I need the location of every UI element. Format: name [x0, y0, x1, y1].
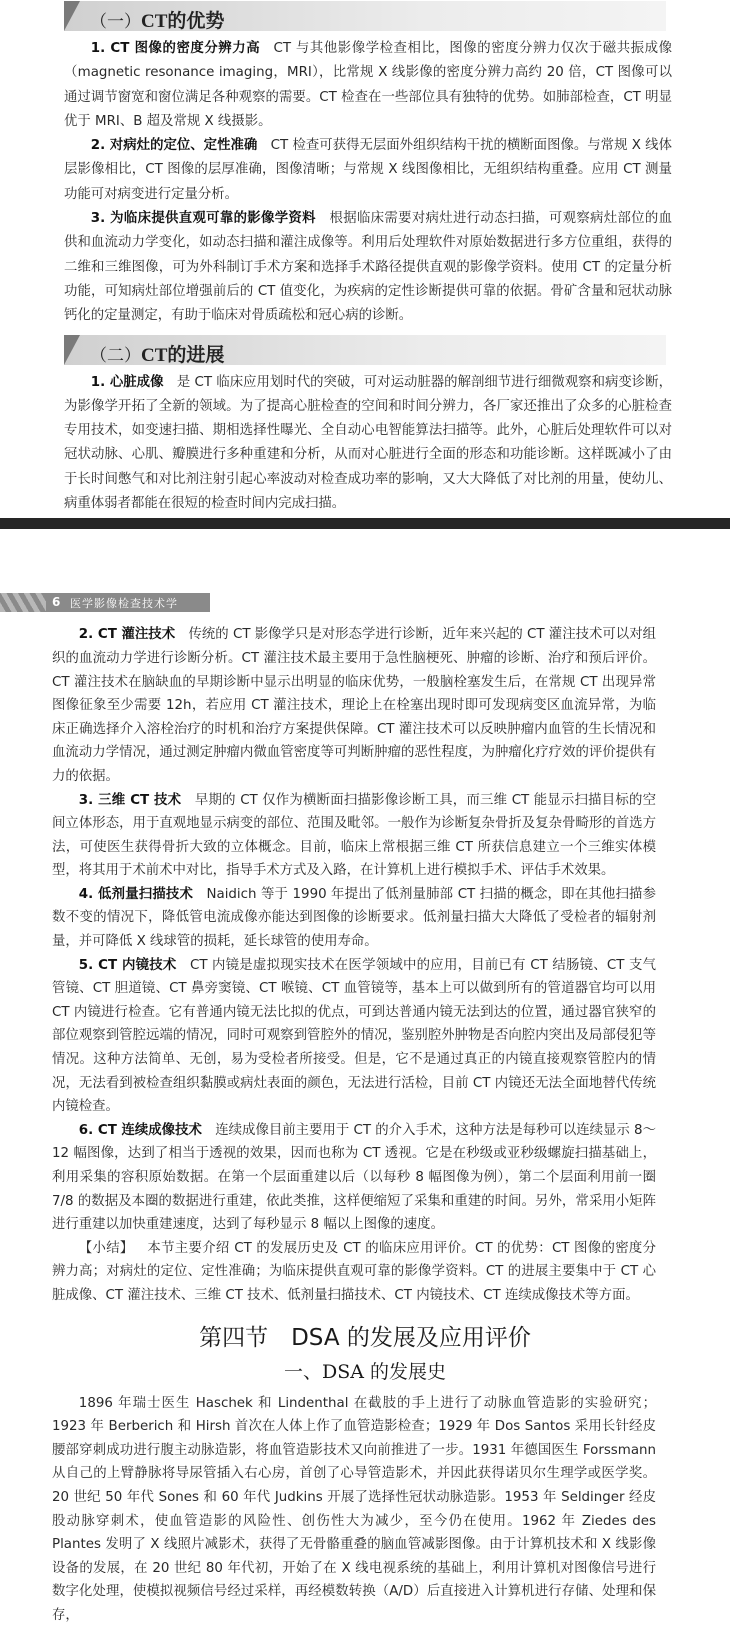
page-number: 6: [52, 595, 61, 610]
chapter-title: 第四节 DSA 的发展及应用评价: [199, 1324, 531, 1351]
summary-paragraph: [52, 1237, 656, 1308]
dsa-history-body: [52, 1392, 656, 1628]
section-heading-ct-progress: [64, 335, 666, 365]
paragraph-text: 是 CT 临床应用划时代的突破，可对运动脏器的解剖细节进行细微观察和病变诊断，为影像学开拓了全新的领域。为了提高心脏检查的空间和时间分辨力，各厂家还推出了众多的心脏检查专用技术，如变速扫描、期相选择性曝光、全自动心电智能算法扫描等。此外，心脏后处理软件可以对冠状动脉、心肌、瓣膜进行多种重建和分析，从而对心脏进行全面的形态和功能诊断。这样既减小了由于长时间憋气和对比剂注射引起心率波动对检查成功率的影响，又大大降低了对比剂的用量，使幼儿、病重体弱者都能在很短的检查时间内完成扫描。: [64, 374, 672, 512]
section2-body: [64, 371, 672, 517]
page2-body: [52, 623, 656, 1307]
paragraph: 1896 年瑞士医生 Haschek 和 Lindenthal 在截肢的手上进行了动脉血管造影的实验研究；1923 年 Berberich 和 Hirsh 首次在人体上作了血管造影检查；1929 年 Dos Santos 采用长针经皮腰部穿刺成功进行腹主动脉造影，将血管造影技术又向前推进了一步。1931 年德国医生 Forssmann 从自己的上臂静脉将导尿管插入右心房，首创了心导管造影术，并因此获得诺贝尔生理学或医学奖。20 世纪 50 年代 Sones 和 60 年代 Judkins 开展了选择性冠状动脉造影。1953 年 Seldinger 经皮股动脉穿刺术，使血管造影的风险性、创伤性大为减少，至今仍在使用。1962 年 Ziedes des Plantes 发明了 X 线照片减影术，获得了无骨骼重叠的脑血管减影图像。由于计算机技术和 X 线影像设备的发展，在 20 世纪 80 年代初，开始了在 X 线电视系统的基础上，利用计算机对图像信号进行数字化处理，使模拟视频信号经过采样，再经模数转换（A/D）后直接进入计算机进行存储、处理和保存，: [52, 1395, 656, 1623]
section-label: CT的优势: [141, 11, 225, 32]
section-prefix: （一）: [90, 12, 141, 32]
book-title: 医学影像检查技术学: [70, 597, 178, 611]
paragraph: [52, 954, 656, 1119]
paragraph-text: 传统的 CT 影像学只是对形态学进行诊断，近年来兴起的 CT 灌注技术可以对组织的血流动力学进行诊断分析。CT 灌注技术最主要用于急性脑梗死、肿瘤的诊断、治疗和预后评价。CT 灌注技术在脑缺血的早期诊断中显示出明显的临床优势，一般脑栓塞发生后，在常规 CT 出现异常图像征象至少需要 12h，若应用 CT 灌注技术，理论上在栓塞出现时即可发现病变区血流异常，为临床正确选择介入溶栓治疗的时机和治疗方案提供保障。CT 灌注技术可以反映肿瘤内血管的生长情况和血流动力学情况，通过测定肿瘤内微血管密度等可判断肿瘤的恶性程度，为肿瘤化疗疗效的评价提供有力的依据。: [52, 627, 656, 784]
paragraph-lead: 2. 对病灶的定位、定性准确: [90, 138, 258, 154]
paragraph-lead: 1. CT 图像的密度分辨力高: [90, 41, 261, 56]
section-label: CT的进展: [141, 344, 225, 366]
page-divider: [0, 518, 730, 529]
section-heading-ct-advantages: [64, 1, 666, 31]
paragraph-lead: 4. 低剂量扫描技术: [78, 886, 194, 902]
paragraph-text: CT 与其他影像学检查相比，图像的密度分辨力仅次于磁共振成像（magnetic resonance imaging，MRI），比常规 X 线影像的密度分辨力高约 20 倍，CT 图像可以通过调节窗宽和窗位满足各种观察的需要。CT 检查在一些部位具有独特的优势。如肺部检查，CT 明显优于 MRI、B 超及常规 X 线摄影。: [64, 41, 672, 129]
paragraph: [64, 37, 672, 134]
section1-body: [64, 37, 672, 329]
paragraph-lead: 3. 三维 CT 技术: [78, 792, 182, 808]
section-prefix: （二）: [90, 345, 141, 366]
paragraph: [64, 134, 672, 207]
paragraph: [64, 207, 672, 328]
summary-lead: 【小结】: [78, 1240, 134, 1256]
running-header: [0, 593, 210, 612]
page-one: [0, 0, 730, 516]
heading-triangle-icon: [64, 335, 80, 365]
heading-triangle-icon: [64, 1, 80, 31]
stripes-decoration-icon: [0, 593, 46, 612]
paragraph-text: CT 内镜是虚拟现实技术在医学领域中的应用，目前已有 CT 结肠镜、CT 支气管镜、CT 胆道镜、CT 鼻旁窦镜、CT 喉镜、CT 血管镜等，基本上可以做到所有的管道器官均可以用 CT 内镜进行检查。它有普通内镜无法比拟的优点，可到达普通内镜无法到达的位置，通过器官狭窄的部位观察到管腔远端的情况，同时可观察到管腔外的情况，鉴别腔外肿物是否向腔内突出及局部侵犯等情况。这种方法简单、无创，易为受检者所接受。但是，它不是通过真正的内镜直接观察管腔内的情况，无法看到被检查组织黏膜或病灶表面的颜色，无法进行活检，目前 CT 内镜还无法全面地替代传统内镜检查。: [52, 957, 656, 1115]
paragraph-text: CT 检查可获得无层面外组织结构干扰的横断面图像。与常规 X 线体层影像相比，CT 图像的层厚准确，图像清晰；与常规 X 线图像相比，无组织结构重叠。应用 CT 测量功能可对病变进行定量分析。: [64, 138, 672, 202]
paragraph-text: 本节主要介绍 CT 的发展历史及 CT 的临床应用评价。CT 的优势：CT 图像的密度分辨力高；对病灶的定位、定性准确；为临床提供直观可靠的影像学资料。CT 的进展主要集中于 CT 心脏成像、CT 灌注技术、三维 CT 技术、低剂量扫描技术、CT 内镜技术、CT 连续成像技术等方面。: [52, 1240, 657, 1303]
paragraph: [52, 1119, 656, 1237]
subsection-title: 一、DSA 的发展史: [283, 1360, 446, 1383]
paragraph-lead: 6. CT 连续成像技术: [78, 1122, 202, 1138]
paragraph-lead: 5. CT 内镜技术: [78, 957, 177, 973]
paragraph: [52, 789, 656, 883]
paragraph-lead: 3. 为临床提供直观可靠的影像学资料: [90, 211, 316, 227]
paragraph-lead: 1. 心脏成像: [90, 374, 164, 390]
paragraph-lead: 2. CT 灌注技术: [78, 627, 176, 643]
paragraph-text: 连续成像目前主要用于 CT 的介入手术，这种方法是每秒可以连续显示 8～12 幅图像，达到了相当于透视的效果，因而也称为 CT 透视。它是在秒级或亚秒级螺旋扫描基础上，利用采集的容积原始数据。在第一个层面重建以后（以每秒 8 幅图像为例），第二个层面利用前一圈 7/8 的数据及本圈的数据进行重建，依此类推，这样便缩短了采集和重建的时间。另外，常采用小矩阵进行重建以加快重建速度，达到了每秒显示 8 幅以上图像的速度。: [52, 1122, 656, 1233]
paragraph-text: 早期的 CT 仅作为横断面扫描影像诊断工具，而三维 CT 能显示扫描目标的空间立体形态，用于直观地显示病变的部位、范围及毗邻。一般作为诊断复杂骨折及复杂骨畸形的首选方法，可使医生获得骨折大致的立体概念。目前，临床上常根据三维 CT 所获信息建立一个三维实体模型，将其用于术前术中对比，指导手术方式及入路，在计算机上进行模拟手术、评估手术效果。: [52, 792, 656, 879]
page-two: [0, 529, 730, 1647]
paragraph-text: Naidich 等于 1990 年提出了低剂量肺部 CT 扫描的概念，即在其他扫描参数不变的情况下，降低管电流成像亦能达到图像的诊断要求。低剂量扫描大大降低了受检者的辐射剂量，并可降低 X 线球管的损耗，延长球管的使用寿命。: [52, 886, 656, 950]
paragraph: [52, 623, 656, 788]
paragraph-text: 根据临床需要对病灶进行动态扫描，可观察病灶部位的血供和血流动力学变化，如动态扫描和灌注成像等。利用后处理软件对原始数据进行多方位重组，获得的二维和三维图像，可为外科制订手术方案和选择手术路径提供直观的影像学资料。使用 CT 的定量分析功能，可知病灶部位增强前后的 CT 值变化，为疾病的定性诊断提供可靠的依据。骨矿含量和冠状动脉钙化的定量测定，有助于临床对骨质疏松和冠心病的诊断。: [64, 211, 672, 324]
paragraph: [52, 883, 656, 954]
paragraph: [64, 371, 672, 517]
